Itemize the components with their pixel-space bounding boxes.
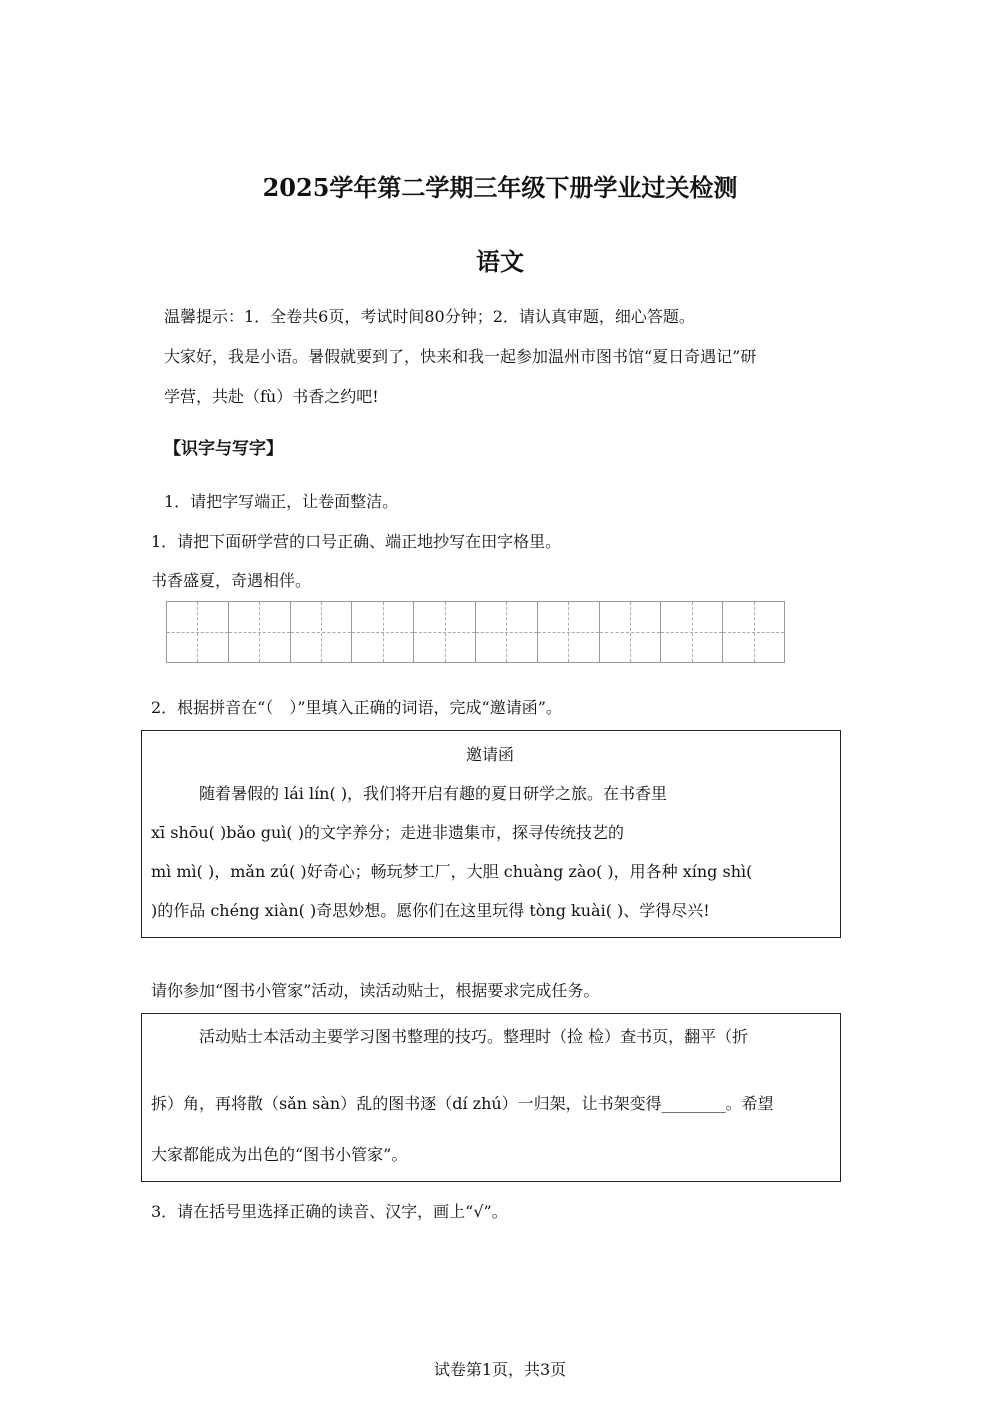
greeting-line-1: 大家好，我是小语。暑假就要到了，快来和我一起参加温州市图书馆“夏日奇遇记”研 (164, 347, 757, 366)
question-2-prompt: 2．根据拼音在“（ ）”里填入正确的词语，完成“邀请函”。 (151, 698, 562, 717)
page-footer: 试卷第1页，共3页 (433, 1360, 567, 1379)
activity-prompt: 请你参加“图书小管家”活动，读活动贴士，根据要求完成任务。 (151, 981, 600, 1000)
grid-cell[interactable] (291, 602, 353, 662)
slogan-text: 书香盛夏，奇遇相伴。 (151, 571, 312, 590)
exam-title: 2025学年第二学期三年级下册学业过关检测 (262, 173, 738, 202)
question-1-prompt: 1．请把下面研学营的口号正确、端正地抄写在田字格里。 (151, 532, 562, 551)
grid-cell[interactable] (229, 602, 291, 662)
greeting-line-2: 学营，共赴（fù）书香之约吧! (164, 387, 379, 406)
invitation-line-3: mì mì( )，mǎn zú( )好奇心；畅玩梦工厂，大胆 chuàng zào( )，用各种 xíng shì( (151, 862, 753, 881)
grid-cell[interactable] (661, 602, 723, 662)
exam-tip: 温馨提示：1．全卷共6页，考试时间80分钟；2．请认真审题，细心答题。 (164, 307, 695, 326)
neatness-instruction: 1．请把字写端正，让卷面整洁。 (164, 492, 399, 511)
invitation-title: 邀请函 (465, 745, 514, 764)
invitation-line-1: 随着暑假的 lái lín( )，我们将开启有趣的夏日研学之旅。在书香里 (199, 784, 668, 803)
question-3-prompt: 3．请在括号里选择正确的读音、汉字，画上“√”。 (151, 1202, 508, 1221)
grid-cell[interactable] (352, 602, 414, 662)
section-heading: 【识字与写字】 (164, 439, 283, 459)
activity-line-3: 大家都能成为出色的“图书小管家”。 (151, 1145, 408, 1164)
grid-cell[interactable] (414, 602, 476, 662)
subject-title: 语文 (476, 248, 524, 276)
grid-cell[interactable] (167, 602, 229, 662)
activity-line-2: 拆）角，再将散（sǎn sàn）乱的图书逐（dí zhú）一归架，让书架变得________。希望 (151, 1094, 774, 1113)
tianzige-grid[interactable] (166, 601, 785, 663)
grid-cell[interactable] (600, 602, 662, 662)
grid-cell[interactable] (538, 602, 600, 662)
invitation-line-4: )的作品 chéng xiàn( )奇思妙想。愿你们在这里玩得 tòng kuài( )、学得尽兴! (151, 901, 710, 920)
activity-line-1: 活动贴士本活动主要学习图书整理的技巧。整理时（捡 检）查书页，翻平（折 (199, 1027, 749, 1046)
grid-cell[interactable] (723, 602, 784, 662)
grid-cell[interactable] (476, 602, 538, 662)
invitation-line-2: xī shōu( )bǎo guì( )的文字养分；走进非遗集市，探寻传统技艺的 (151, 823, 624, 842)
